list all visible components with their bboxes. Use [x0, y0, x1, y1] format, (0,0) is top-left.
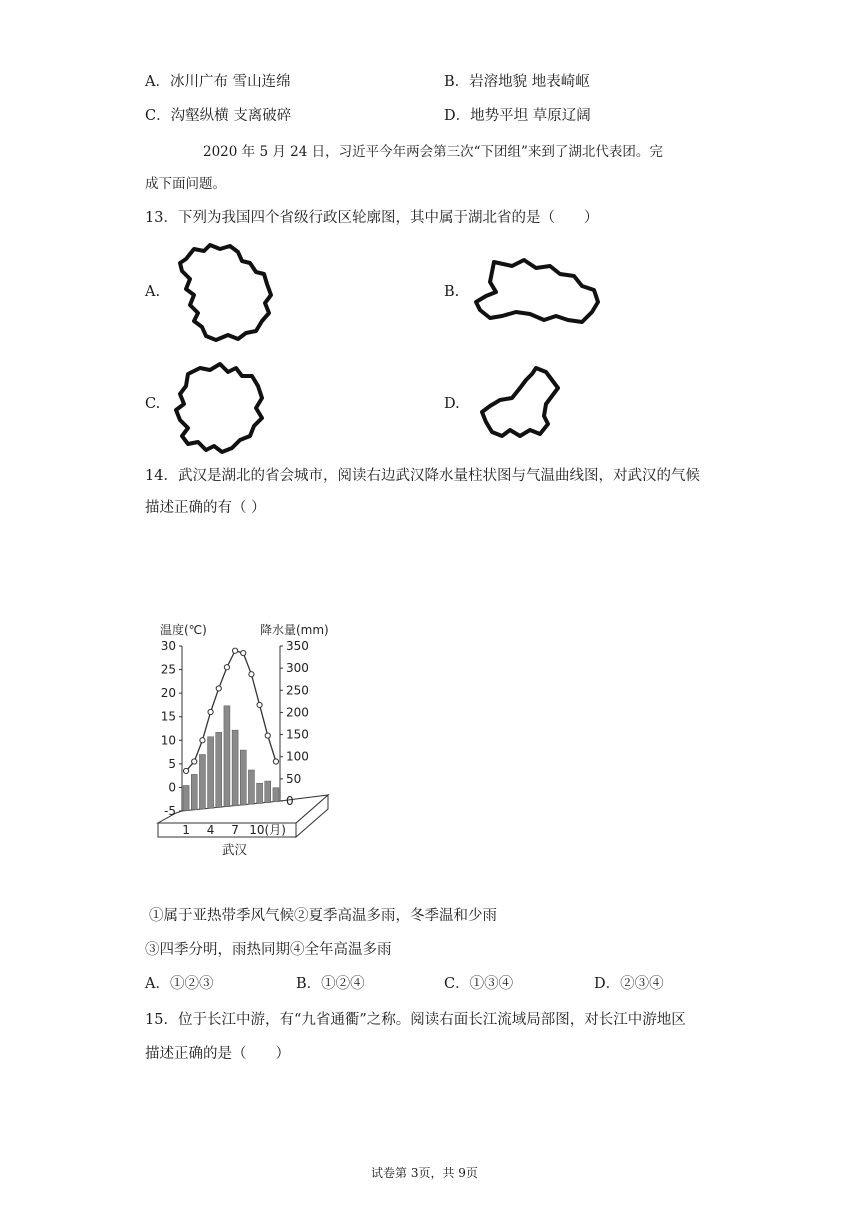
chart-title: 武汉: [222, 842, 248, 857]
chart-precip-tick-label: 50: [286, 771, 302, 786]
chart-precip-bar: [240, 750, 246, 805]
chart-temperature-point: [241, 650, 246, 655]
q12-option-b: B．岩溶地貌 地表崎岖: [444, 74, 590, 90]
chart-temperature-point: [183, 768, 188, 773]
wuhan-climate-chart: [150, 618, 335, 858]
chart-temperature-line: [186, 651, 276, 771]
chart-temperature-point: [224, 665, 229, 670]
chart-month-tick-label: 4: [206, 823, 215, 837]
q14-option-a: A．①②③: [145, 976, 214, 992]
q13-label-b: B.: [444, 284, 460, 300]
province-outline-c: [170, 360, 270, 460]
chart-temp-tick-label: 20: [160, 686, 176, 701]
chart-temperature-point: [249, 672, 254, 677]
province-outline-b: [472, 256, 604, 331]
q13-stem: 13．下列为我国四个省级行政区轮廓图，其中属于湖北省的是（ ）: [145, 210, 599, 226]
q12-option-d: D．地势平坦 草原辽阔: [444, 108, 591, 124]
chart-precip-bar: [224, 706, 230, 807]
chart-temperature-point: [216, 686, 221, 691]
chart-temp-tick-label: 25: [160, 662, 176, 677]
chart-precip-tick-label: 250: [286, 683, 309, 698]
q12-option-c: C．沟壑纵横 支离破碎: [145, 108, 292, 124]
q13-label-a: A.: [145, 284, 161, 300]
chart-temp-tick-label: 15: [160, 709, 176, 724]
chart-precip-bar: [265, 781, 271, 803]
chart-precip-tick-label: 150: [286, 727, 309, 742]
chart-temp-tick-label: 5: [168, 756, 176, 771]
chart-temperature-point: [208, 709, 213, 714]
chart-precip-bar: [273, 788, 279, 802]
q14-statements-line-1: ①属于亚热带季风气候②夏季高温多雨，冬季温和少雨: [149, 908, 497, 924]
chart-precip-tick-label: 300: [286, 661, 309, 676]
q15-stem-line-2: 描述正确的是（ ）: [145, 1046, 290, 1062]
province-outline-a: [172, 243, 282, 348]
q14-stem-line-1: 14．武汉是湖北的省会城市，阅读右边武汉降水量柱状图与气温曲线图，对武汉的气候: [145, 468, 700, 484]
chart-precip-tick-label: 350: [286, 639, 309, 653]
chart-month-tick-label: 10(月): [249, 823, 286, 837]
chart-temperature-point: [200, 738, 205, 743]
chart-temp-tick-label: 10: [160, 733, 176, 748]
chart-temperature-point: [232, 648, 237, 653]
chart-temp-tick-label: 0: [168, 780, 176, 795]
province-outline-d: [476, 364, 566, 444]
chart-temp-tick-label: -5: [164, 804, 176, 818]
intro-line-1: 2020 年 5 月 24 日，习近平今年两会第三次“下团组”来到了湖北代表团。完: [203, 144, 663, 160]
chart-month-tick-label: 7: [231, 823, 239, 837]
q14-statements-line-2: ③四季分明，雨热同期④全年高温多雨: [145, 942, 392, 958]
q15-stem-line-1: 15．位于长江中游，有“九省通衢”之称。阅读右面长江流域局部图，对长江中游地区: [145, 1012, 686, 1028]
q12-option-a: A．冰川广布 雪山连绵: [145, 74, 291, 90]
chart-precip-bar: [183, 786, 189, 811]
chart-temperature-point: [257, 702, 262, 707]
chart-precip-bar: [191, 774, 197, 809]
chart-precip-bar: [257, 783, 263, 803]
page-footer: 试卷第 3页，共 9页: [371, 1166, 478, 1180]
chart-temperature-point: [192, 759, 197, 764]
q13-label-d: D.: [444, 396, 460, 412]
chart-precip-tick-label: 0: [286, 794, 294, 808]
q13-label-c: C.: [145, 396, 161, 412]
q14-stem-line-2: 描述正确的有（ ）: [145, 500, 266, 516]
intro-line-2: 成下面问题。: [145, 176, 226, 192]
chart-temperature-point: [273, 759, 278, 764]
chart-precip-tick-label: 100: [286, 749, 309, 764]
chart-precip-bar: [208, 737, 214, 808]
chart-precip-bar: [248, 770, 254, 804]
chart-temp-tick-label: 30: [160, 639, 176, 653]
chart-precip-bar: [199, 755, 205, 810]
chart-precip-bar: [232, 730, 238, 806]
q14-option-d: D．②③④: [594, 976, 664, 992]
q14-option-c: C．①③④: [444, 976, 514, 992]
chart-precip-tick-label: 200: [286, 705, 309, 720]
chart-left-axis-label: 温度(℃): [160, 623, 207, 637]
chart-right-axis-label: 降水量(mm): [260, 623, 329, 637]
q14-option-b: B．①②④: [296, 976, 365, 992]
chart-month-tick-label: 1: [182, 823, 190, 837]
chart-precip-bar: [216, 732, 222, 807]
chart-temperature-point: [265, 733, 270, 738]
